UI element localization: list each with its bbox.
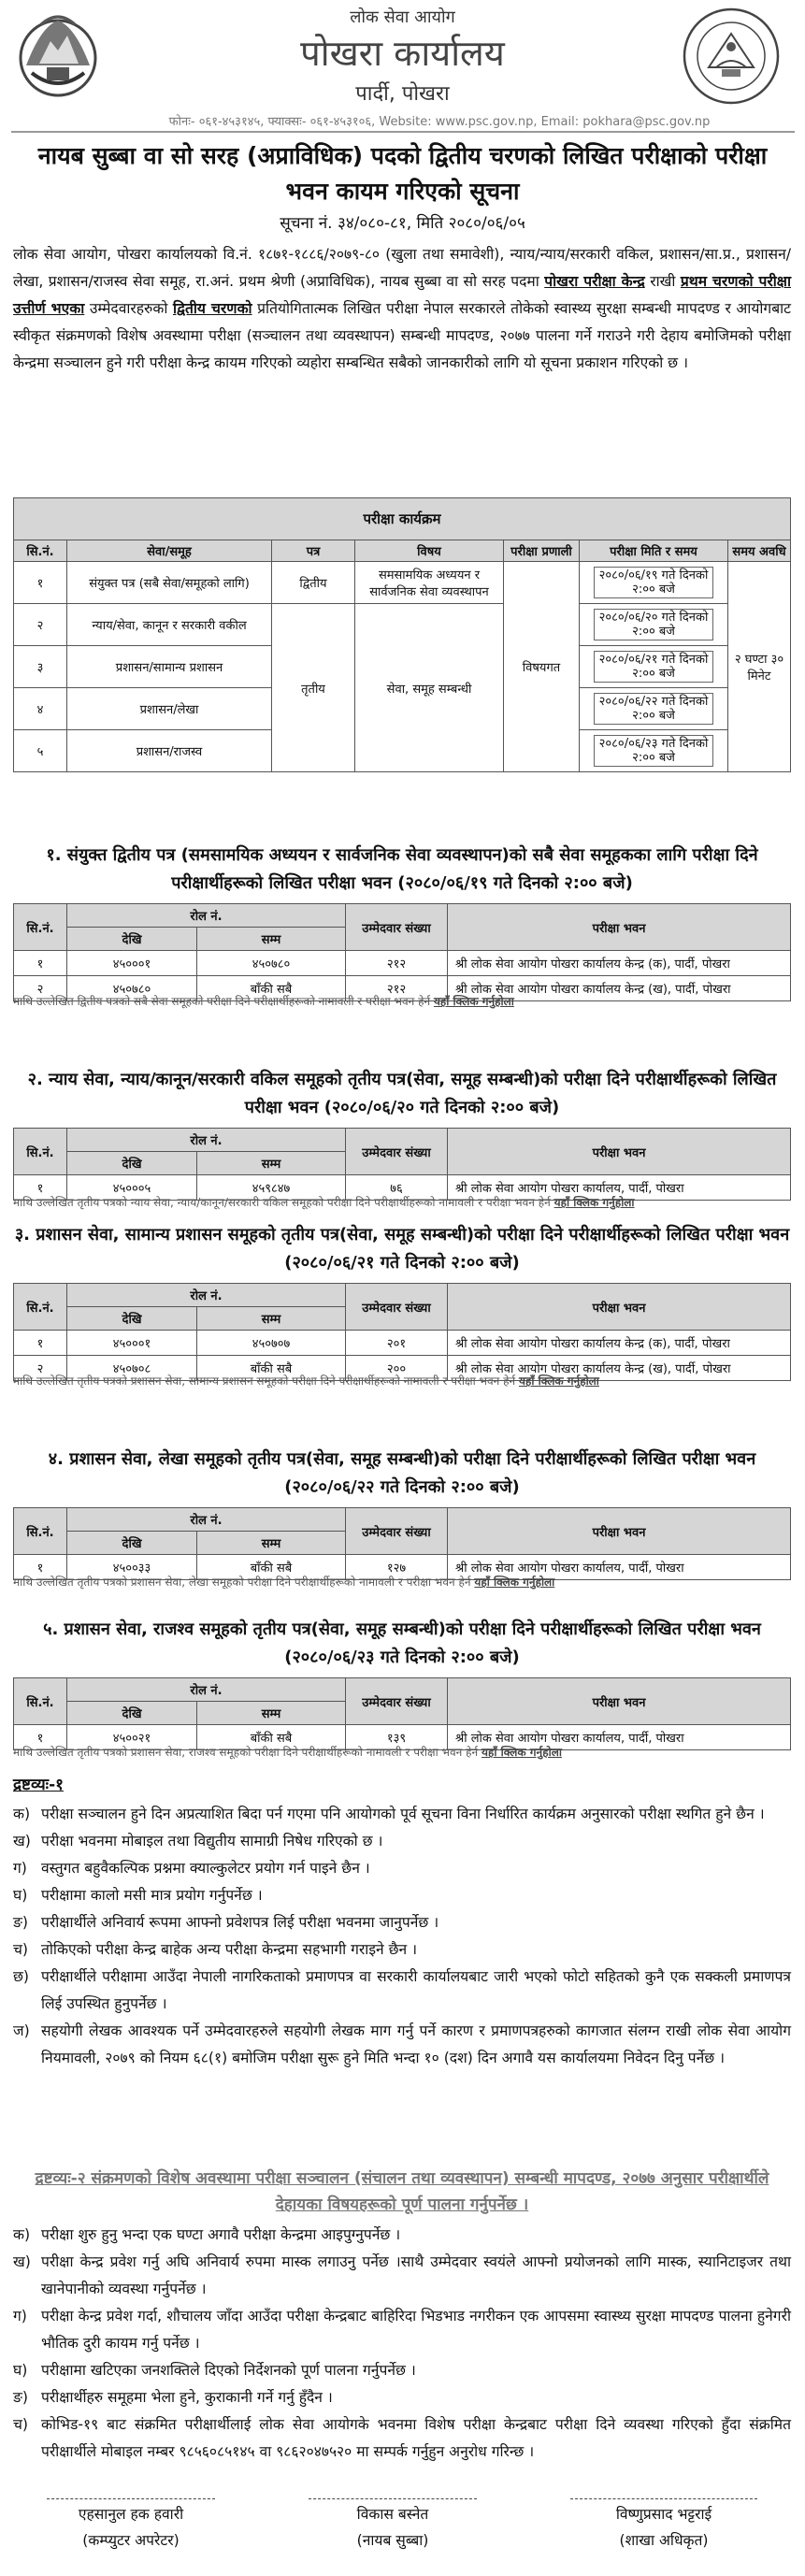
table-row: ३ प्रशासन/सामान्य प्रशासन २०८०/०६/२१ गते दिनको २:०० बजे: [14, 646, 791, 688]
list-item: ग) वस्तुगत बहुवैकल्पिक प्रश्नमा क्याल्कुलेटर प्रयोग गर्न पाइने छैन ।: [13, 1860, 370, 1877]
signature-line: [47, 2498, 215, 2500]
section-4-title: ४. प्रशासन सेवा, लेखा समूहको तृतीय पत्र(सेवा, समूह सम्बन्धी)को परीक्षा दिने परीक्षार्थीहरूको लिखित परीक्षा भवन (२०८०/०६/२२ गते दिनको २:०० बजे): [48, 1449, 756, 1497]
list-item: च) कोभिड-१९ बाट संक्रमित परीक्षार्थीलाई लोक सेवा आयोगके भवनमा विशेष परीक्षा केन्द्रबाट परीक्षा दिने व्यवस्था गरिएको हुँदा संक्रमित परीक्षार्थीले मोबाइल नम्बर ९८५६०८५१४५ वा ९८६२०४७५२० मा सम्पर्क गर्नुहुन अनुरोध गरिन्छ ।: [13, 2416, 791, 2460]
section-2-title: २. न्याय सेवा, न्याय/कानून/सरकारी वकिल समूहको तृतीय पत्र(सेवा, समूह सम्बन्धी)को परीक्षा दिने परीक्षार्थीहरूको लिखित परीक्षा भवन (२०८०/०६/२० गते दिनको २:०० बजे): [27, 1070, 777, 1117]
program-caption: परीक्षा कार्यक्रम: [14, 498, 791, 540]
list-item: ङ) परीक्षार्थीहरु समूहमा भेला हुने, कुराकानी गर्ने गर्नु हुँदैन ।: [13, 2389, 333, 2406]
list-item: ख) परीक्षा भवनमा मोबाइल तथा विद्युतीय सामाग्री निषेध गरिएको छ ।: [13, 1833, 383, 1849]
table-row: ५ प्रशासन/राजस्व २०८०/०६/२३ गते दिनको २:०० बजे: [14, 730, 791, 772]
list-item: ख) परीक्षा केन्द्र प्रवेश गर्नु अघि अनिवार्य रुपमा मास्क लगाउनु पर्नेछ ।साथै उम्मेदवार स्वयंले आफ्नो प्रयोजनको लागि मास्क, स्यानिटाइजर तथा खानेपानीको व्यवस्था गर्नुपर्नेछ ।: [13, 2253, 791, 2297]
table-row: १ ४५०००१ ४५०७०७ २०१ श्री लोक सेवा आयोग पोखरा कार्यालय केन्द्र (क), पार्दी, पोखरा: [14, 1331, 791, 1356]
section-5-note: माथि उल्लेखित तृतीय पत्रको प्रशासन सेवा, राजश्व समूहको परीक्षा दिने परीक्षार्थीहरूको नामावली र परीक्षा भवन हेर्न यहाँ क्लिक गर्नुहोला: [13, 1746, 562, 1759]
notice-title: नायब सुब्बा वा सो सरह (अप्राविधिक) पदको द्वितीय चरणको लिखित परीक्षाको परीक्षा भवन कायम गरिएको सूचना: [37, 142, 768, 205]
names-link[interactable]: यहाँ क्लिक गर्नुहोला: [553, 1196, 635, 1209]
table-row: २ ४५०७८० बाँकी सबै २१२ श्री लोक सेवा आयोग पोखरा कार्यालय केन्द्र (ख), पार्दी, पोखरा: [14, 976, 791, 1001]
section-3-table: सि.नं. रोल नं. उम्मेदवार संख्या परीक्षा भवन देखि सम्म १ ४५०००१ ४५०७०७ २०१ श्री लोक सेवा आयोग पोखरा कार्यालय केन्द्र (क), पार्दी, पोखरा २ ४५०७०८ बाँकी सबै २०० श्री लोक सेवा आयोग पोखरा कार्यालय केन्द्र (ख), पार्दी, पोखरा: [13, 1283, 791, 1381]
commission-name: लोक सेवा आयोग: [350, 7, 455, 27]
office-name: पोखरा कार्यालय: [300, 33, 505, 74]
contact-line: फोनः- ०६१-४५३१४५, फ्याक्सः- ०६१-४५३१०६, Website: www.psc.gov.np, Email: pokhara@psc.gov.np: [168, 115, 711, 129]
table-row: १ ४५०००५ ४५९८४७ ७६ श्री लोक सेवा आयोग पोखरा कार्यालय, पार्दी, पोखरा: [14, 1175, 791, 1201]
section-4-table: सि.नं. रोल नं. उम्मेदवार संख्या परीक्षा भवन देखि सम्म १ ४५००३३ बाँकी सबै १२७ श्री लोक सेवा आयोग पोखरा कार्यालय, पार्दी, पोखरा: [13, 1507, 791, 1580]
table-row: २ न्याय/सेवा, कानून र सरकारी वकील तृतीय सेवा, समूह सम्बन्धी २०८०/०६/२० गते दिनको २:०० बजे: [14, 604, 791, 646]
names-link[interactable]: यहाँ क्लिक गर्नुहोला: [482, 1746, 562, 1759]
list-item: ज) सहयोगी लेखक आवश्यक पर्ने उम्मेदवारहरुले सहयोगी लेखक माग गर्नु पर्ने कारण र प्रमाणपत्रहरुको कागजात संलग्न राखी लोक सेवा आयोग नियमावली, २०७९ को नियम ६८(१) बमोजिम परीक्षा सुरू हुने मिति भन्दा १० (दश) दिन अगावै यस कार्यालयमा निवेदन दिनु पर्नेछ ।: [13, 2022, 791, 2066]
signature-line: [570, 2498, 757, 2500]
notes-2-list: [13, 2222, 791, 2466]
table-row: १ संयुक्त पत्र (सबै सेवा/समूहको लागि) द्वितीय समसामयिक अध्ययन र सार्वजनिक सेवा व्यवस्थापन विषयगत २०८०/०६/१९ गते दिनको २:०० बजे २ घण्टा ३० मिनेट: [14, 562, 791, 604]
signature-line: [309, 2498, 477, 2500]
names-link[interactable]: यहाँ क्लिक गर्नुहोला: [518, 1374, 599, 1388]
section-1-title: १. संयुक्त द्वितीय पत्र (समसामयिक अध्ययन र सार्वजनिक सेवा व्यवस्थापन)को सबै सेवा समूहकका लागि परीक्षा दिने परीक्षार्थीहरूको लिखित परीक्षा भवन (२०८०/०६/१९ गते दिनको २:०० बजे): [46, 845, 758, 893]
list-item: ग) परीक्षा केन्द्र प्रवेश गर्दा, शौचालय जाँदा आउँदा परीक्षा केन्द्रबाट बाहिरिदा भिडभाड नगरीकन एक आपसमा स्वास्थ्य सुरक्षा मापदण्ड पालना हुनेगरी भौतिक दुरी कायम गर्नु पर्नेछ ।: [13, 2308, 791, 2352]
list-item: ङ) परीक्षार्थीले अनिवार्य रूपमा आफ्नो प्रवेशपत्र लिई परीक्षा भवनमा जानुपर्नेछ ।: [13, 1914, 439, 1931]
header-divider: [11, 131, 795, 133]
list-item: घ) परीक्षामा कालो मसी मात्र प्रयोग गर्नुपर्नेछ ।: [13, 1887, 263, 1904]
section-1-note: माथि उल्लेखित द्वितीय पत्रको सबै सेवा समूहको परीक्षा दिने परीक्षार्थीहरूको नामावली र परीक्षा भवन हेर्न यहाँ क्लिक गर्नुहोला: [13, 995, 514, 1008]
notice-reference: सूचना नं. ३४/०८०-८१, मिति २०८०/०६/०५: [280, 214, 525, 233]
office-location: पार्दी, पोखरा: [355, 82, 450, 106]
section-3-title: ३. प्रशासन सेवा, सामान्य प्रशासन समूहको तृतीय पत्र(सेवा, समूह सम्बन्धी)को परीक्षा दिने परीक्षार्थीहरूको लिखित परीक्षा भवन (२०८०/०६/२१ गते दिनको २:०० बजे): [14, 1225, 790, 1273]
notes-1-heading: द्रष्टव्यः-१: [13, 1776, 64, 1794]
section-5-title: ५. प्रशासन सेवा, राजश्व समूहको तृतीय पत्र(सेवा, समूह सम्बन्धी)को परीक्षा दिने परीक्षार्थीहरूको लिखित परीक्षा भवन (२०८०/०६/२३ गते दिनको २:०० बजे): [43, 1619, 761, 1667]
section-1-table: सि.नं. रोल नं. उम्मेदवार संख्या परीक्षा भवन देखि सम्म १ ४५०००१ ४५०७८० २१२ श्री लोक सेवा आयोग पोखरा कार्यालय केन्द्र (क), पार्दी, पोखरा २ ४५०७८० बाँकी सबै २१२ श्री लोक सेवा आयोग पोखरा कार्यालय केन्द्र (ख), पार्दी, पोखरा: [13, 903, 791, 1001]
notes-2-heading: द्रष्टव्यः-२ संक्रमणको विशेष अवस्थामा परीक्षा सञ्चालन (संचालन तथा व्यवस्थापन) सम्बन्धी मापदण्ड, २०७७ अनुसार परीक्षार्थीले देहायका विषयहरूको पूर्ण पालना गर्नुपर्नेछ ।: [35, 2169, 769, 2214]
table-row: १ ४५००३३ बाँकी सबै १२७ श्री लोक सेवा आयोग पोखरा कार्यालय, पार्दी, पोखरा: [14, 1555, 791, 1580]
list-item: च) तोकिएको परीक्षा केन्द्र बाहेक अन्य परीक्षा केन्द्रमा सहभागी गराइने छैन ।: [13, 1941, 418, 1958]
section-3-note: माथि उल्लेखित तृतीय पत्रको प्रशासन सेवा, सामान्य प्रशासन समूहको परीक्षा दिने परीक्षार्थीहरूको नामावली र परीक्षा भवन हेर्न यहाँ क्लिक गर्नुहोला: [13, 1374, 599, 1388]
names-link[interactable]: यहाँ क्लिक गर्नुहोला: [474, 1576, 555, 1589]
list-item: क) परीक्षा सञ्चालन हुने दिन अप्रत्याशित बिदा पर्न गएमा पनि आयोगको पूर्व सूचना विना निर्धारित कार्यक्रम अनुसारको परीक्षा स्थगित हुने छैन ।: [13, 1806, 765, 1822]
exam-program-table: परीक्षा कार्यक्रम सि.नं. सेवा/समूह पत्र विषय परीक्षा प्रणाली परीक्षा मिति र समय समय अवधि १ संयुक्त पत्र (सबै सेवा/समूहको लागि) द्वितीय समसामयिक अध्ययन र सार्वजनिक सेवा व्यवस्थापन विषयगत २०८०/०६/१९ गते दिनको २:०० बजे २ घण्टा ३० मिनेट २ न्याय/सेवा, कानून र सरकारी वकील तृतीय सेवा, समूह सम्बन्धी २०८०/०६/२० गते दिनको २:०० बजे ३ प्रशासन/सामान्य प्रशासन २०८०/०६/२१ गते दिनको २:०० बजे ४ प्रशासन/लेखा २०८०/०६/२२ गते दिनको २:०० बजे ५ प्रशासन/राजस्व २०८०/०६/२३ गते दिनको २:०० बजे: [13, 497, 791, 772]
notes-1-list: [13, 1801, 791, 2072]
signatory-1: एहसानुल हक हवारी (कम्प्युटर अपरेटर): [78, 2506, 184, 2549]
list-item: घ) परीक्षामा खटिएका जनशक्तिले दिएको निर्देशनको पूर्ण पालना गर्नुपर्नेछ ।: [13, 2362, 416, 2379]
section-2-note: माथि उल्लेखित तृतीय पत्रको न्याय सेवा, न्याय/कानून/सरकारी वकिल समूहको परीक्षा दिने परीक्षार्थीहरूको नामावली र परीक्षा भवन हेर्न यहाँ क्लिक गर्नुहोला: [13, 1196, 635, 1209]
table-row: ४ प्रशासन/लेखा २०८०/०६/२२ गते दिनको २:०० बजे: [14, 688, 791, 730]
table-row: १ ४५०००१ ४५०७८० २१२ श्री लोक सेवा आयोग पोखरा कार्यालय केन्द्र (क), पार्दी, पोखरा: [14, 951, 791, 976]
table-row: १ ४५००२१ बाँकी सबै १३९ श्री लोक सेवा आयोग पोखरा कार्यालय, पार्दी, पोखरा: [14, 1725, 791, 1750]
section-5-table: सि.नं. रोल नं. उम्मेदवार संख्या परीक्षा भवन देखि सम्म १ ४५००२१ बाँकी सबै १३९ श्री लोक सेवा आयोग पोखरा कार्यालय, पार्दी, पोखरा: [13, 1677, 791, 1750]
list-item: छ) परीक्षार्थीले परीक्षामा आउँदा नेपाली नागरिकताको प्रमाणपत्र वा सरकारी कार्यालयबाट जारी भएको फोटो सहितको कुनै एक सक्कली प्रमाणपत्र लिई उपस्थित हुनुपर्नेछ ।: [13, 1968, 791, 2012]
section-4-note: माथि उल्लेखित तृतीय पत्रको प्रशासन सेवा, लेखा समूहको परीक्षा दिने परीक्षार्थीहरूको नामावली र परीक्षा भवन हेर्न यहाँ क्लिक गर्नुहोला: [13, 1576, 555, 1589]
list-item: क) परीक्षा शुरु हुनु भन्दा एक घण्टा अगावै परीक्षा केन्द्रमा आइपुग्नुपर्नेछ ।: [13, 2226, 401, 2243]
names-link[interactable]: यहाँ क्लिक गर्नुहोला: [433, 995, 514, 1008]
table-row: २ ४५०७०८ बाँकी सबै २०० श्री लोक सेवा आयोग पोखरा कार्यालय केन्द्र (ख), पार्दी, पोखरा: [14, 1356, 791, 1381]
signatory-3: विष्णुप्रसाद भट्टराई (शाखा अधिकृत): [615, 2506, 712, 2549]
intro-paragraph: लोक सेवा आयोग, पोखरा कार्यालयको वि.नं. १८७१-१८८६/२०७९-८० (खुला तथा समावेशी), न्याय/न्याय/सरकारी वकिल, प्रशासन/सा.प्र., प्रशासन/लेखा, प्रशासन/राजस्व सेवा समूह, रा.अनं. प्रथम श्रेणी (अप्राविधिक), नायब सुब्बा वा सो सरह पदमा पोखरा परीक्षा केन्द्र राखी प्रथम चरणको परीक्षा उत्तीर्ण भएका उम्मेदवारहरुको द्वितीय चरणको प्रतियोगितात्मक लिखित परीक्षा नेपाल सरकारले तोकेको स्वास्थ्य सुरक्षा सम्बन्धी मापदण्ड र आयोगबाट स्वीकृत संक्रमणको विशेष अवस्थामा परीक्षा (सञ्चालन तथा व्यवस्थापन) सम्बन्धी मापदण्ड, २०७७ पालना गर्ने गराउने गरी देहाय बमोजिमको परीक्षा केन्द्रमा सञ्चालन हुने गरी परीक्षा केन्द्र कायम गरिएको व्यहोरा सम्बन्धित सबैको जानकारीको लागि यो सूचना प्रकाशन गरिएको छ ।: [13, 246, 792, 371]
section-2-table: सि.नं. रोल नं. उम्मेदवार संख्या परीक्षा भवन देखि सम्म १ ४५०००५ ४५९८४७ ७६ श्री लोक सेवा आयोग पोखरा कार्यालय, पार्दी, पोखरा: [13, 1128, 791, 1201]
signatory-2: विकास बस्नेत (नायब सुब्बा): [356, 2506, 429, 2549]
